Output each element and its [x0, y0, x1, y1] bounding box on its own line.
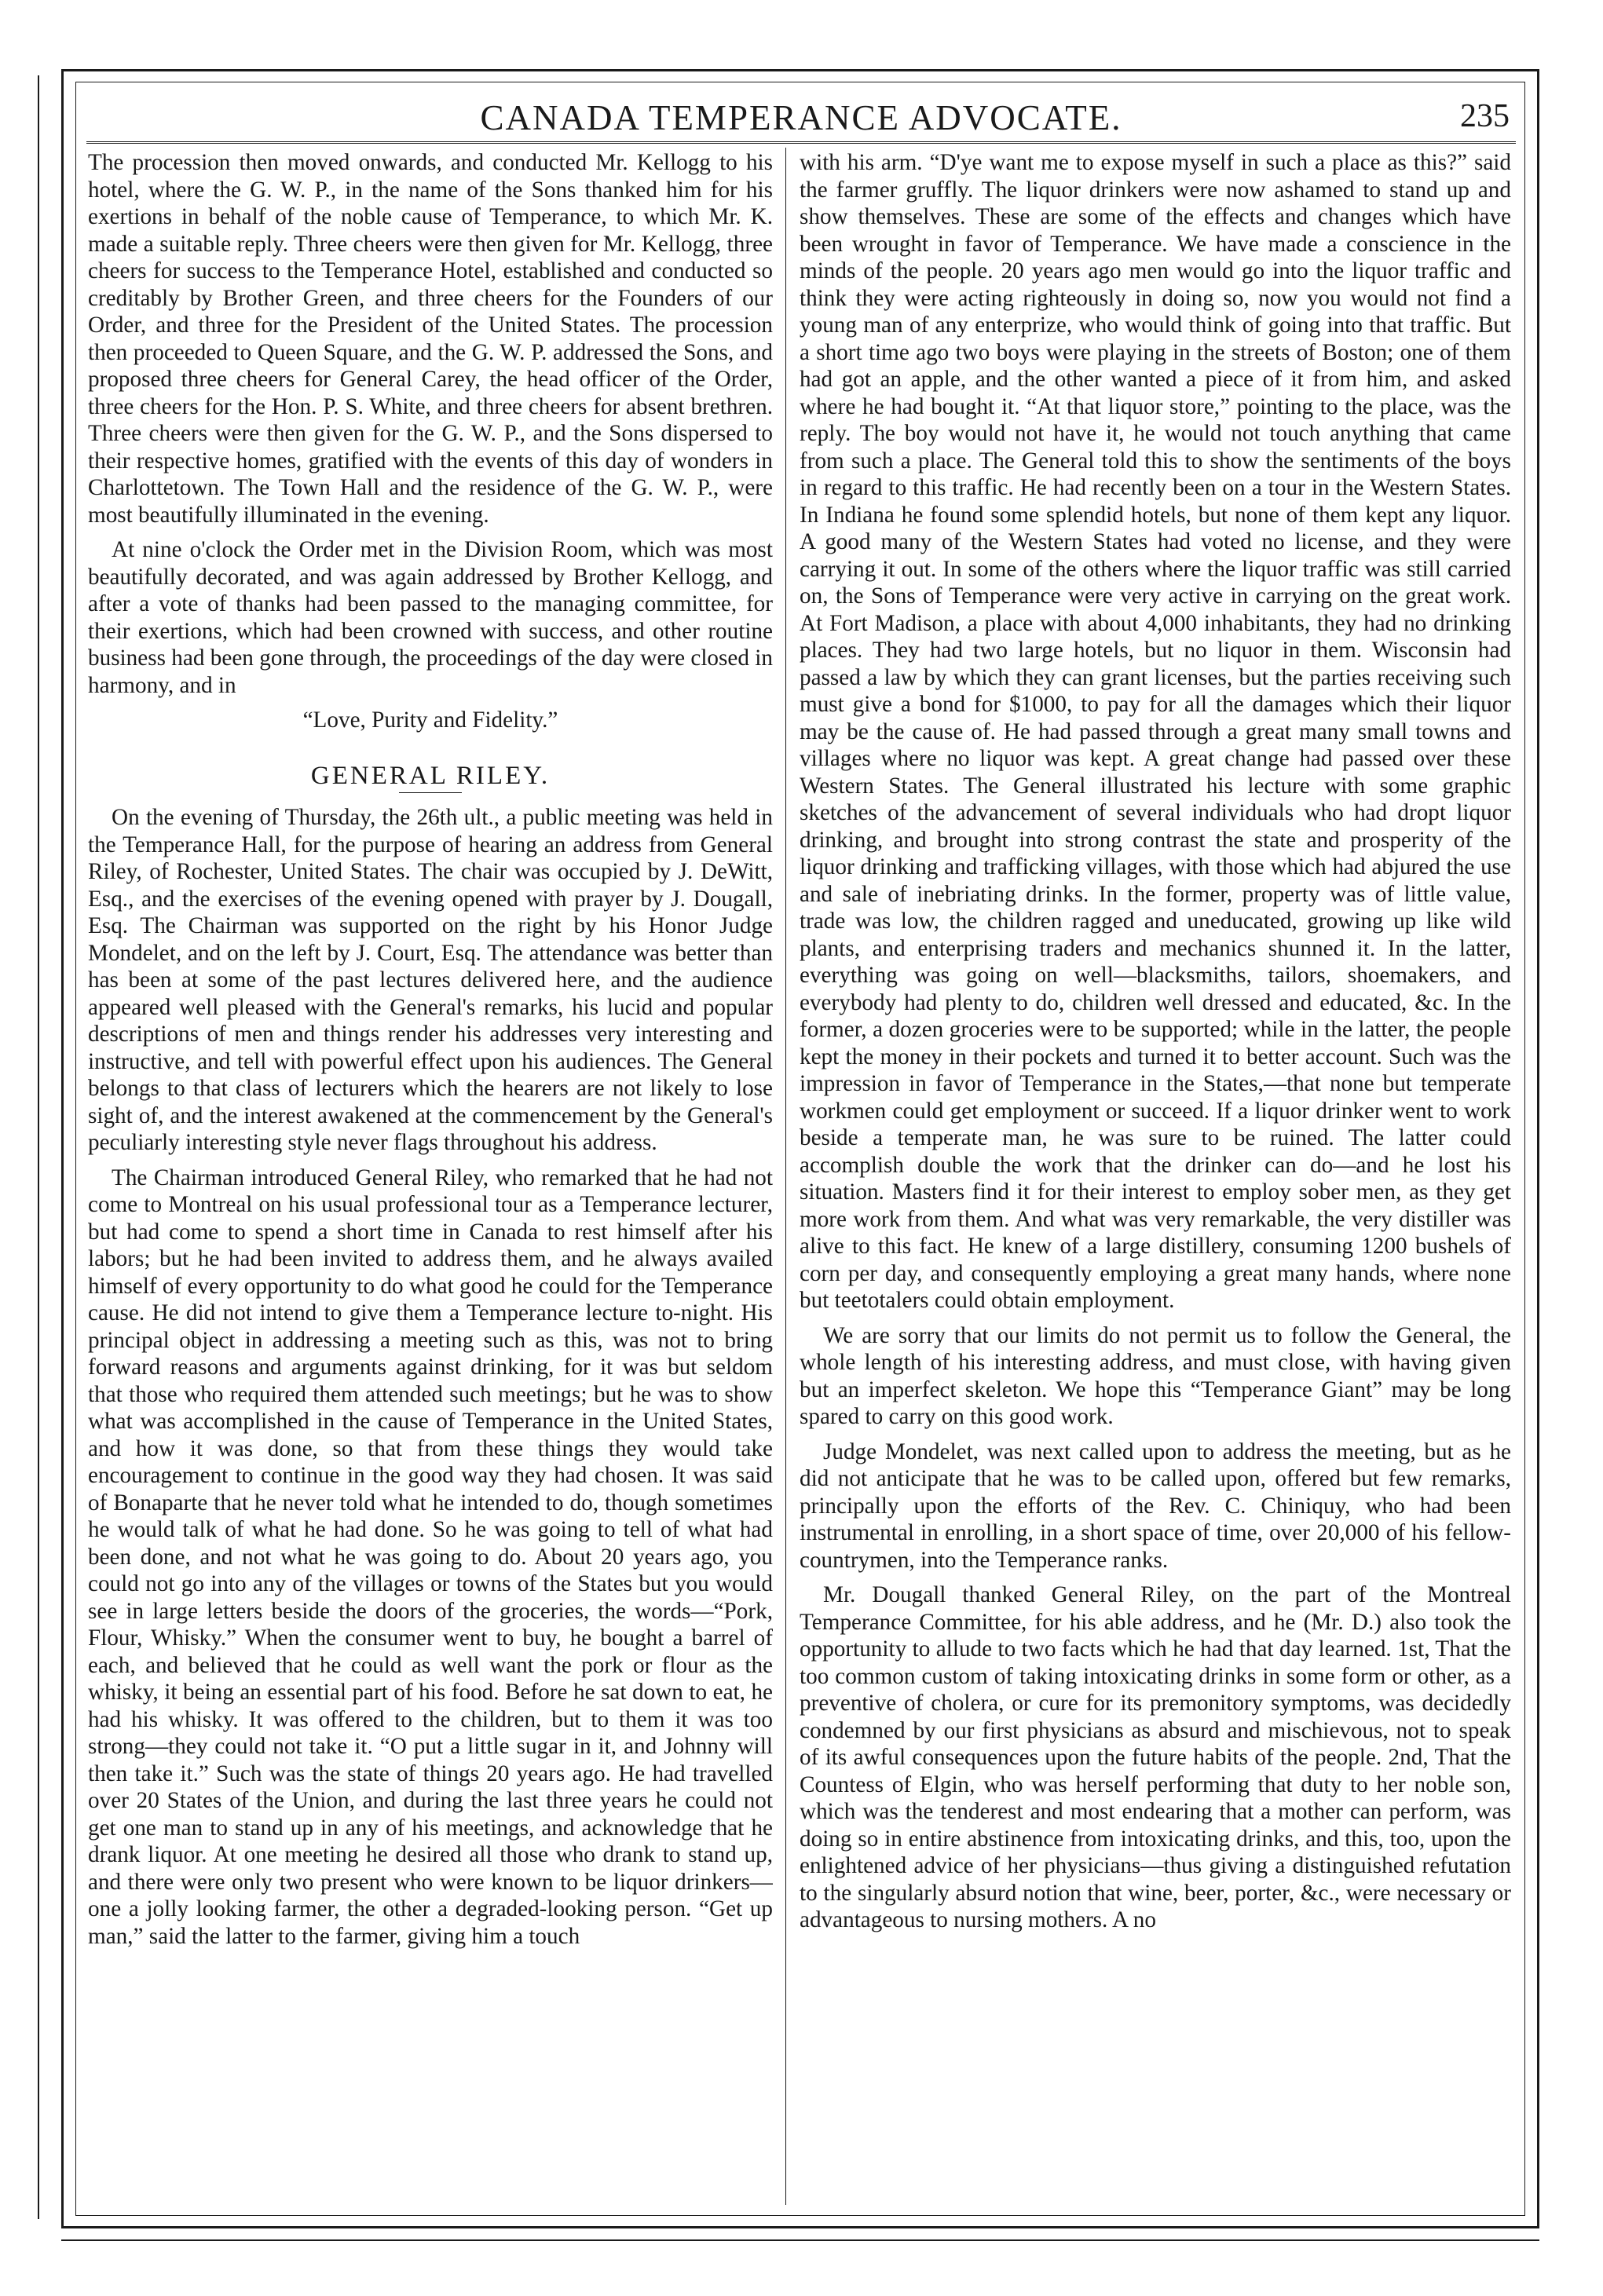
article-paragraph: The Chairman introduced General Riley, who remarked that he had not come to Montreal on his usual professional tour as a Temperance lecturer, but had come to spend a short time in Canada to rest himself after his labors; but he had been invited to address them, and he always availed himself of every opportunity to do what good he could for the Temperance cause. He did not intend to give them a Temperance lecture to-night. His principal object in addressing a meeting such as this, was not to bring forward reasons and arguments against drinking, for it was but seldom that those who required them attended such meetings; but he was to show what was accomplished in the cause of Temperance in the United States, and how it was done, so that from these things they would take encouragement to continue in the good way they had chosen. It was said of Bonaparte that he never told what he intended to do, though sometimes he would talk of what he had done. So he was going to tell of what had been done, and not what he was going to do. About 20 years ago, you could not go into any of the villages or towns of the States but you would see in large letters beside the doors of the groceries, the words—“Pork, Flour, Whisky.” When the consumer went to buy, he bought a barrel of each, and believed that he could as well want the pork or flour as the whisky, it being an essential part of his food. Before he sat down to eat, he had his whisky. It was offered to the children, but to them it was too strong—they could not take it. “O put a little sugar in it, and Johnny will then take it.” Such was the state of things 20 years ago. He had travelled over 20 States of the Union, and during the last three years he could not get one man to stand up in any of his meetings, and acknowledge that he drank liquor. At one meeting he desired all those who drank to stand up, and there were only two present who were known to be liquor drinkers—one a jolly looking farmer, the other a degraded-looking person. “Get up man,” said the latter to the farmer, giving him a touch — [88, 1164, 773, 1949]
running-title: CANADA TEMPERANCE ADVOCATE. — [480, 98, 1122, 137]
article-paragraph: The procession then moved onwards, and conducted Mr. Kellogg to his hotel, where the G. W. P., in the name of the Sons thanked him for his exertions in behalf of the noble cause of Temperance, to which Mr. K. made a suitable reply. Three cheers were then given for Mr. Kellogg, three cheers for success to the Temperance Hotel, established and conducted so creditably by Brother Green, and three cheers for the Founders of our Order, and three for the President of the United States. The procession then proceeded to Queen Square, and the G. W. P. addressed the Sons, and proposed three cheers for General Carey, the head officer of the Order, three cheers for the Hon. P. S. White, and three cheers for absent brethren. Three cheers were then given for the G. W. P., and the Sons dispersed to their respective homes, gratified with the events of this day of wonders in Charlottetown. The Town Hall and the residence of the G. W. P., were most beautifully illuminated in the evening. — [88, 150, 773, 528]
page-number: 235 — [1460, 98, 1510, 134]
article-paragraph: On the evening of Thursday, the 26th ult., a public meeting was held in the Temperance Hall, for the purpose of hearing an address from General Riley, of Rochester, United States. The chair was occupied by J. DeWitt, Esq., and the exercises of the evening opened with prayer by J. Dougall, Esq. The Chairman was supported on the right by his Honor Judge Mondelet, and on the left by J. Court, Esq. The attendance was better than has been at some of the past lectures delivered here, and the audience appeared well pleased with the General's remarks, his lucid and popular descriptions of men and things render his addresses very interesting and instructive, and tell with powerful effect upon his audiences. The General belongs to that class of lecturers which the hearers are not likely to lose sight of, and the interest awakened at the commencement by the General's peculiarly interesting style never flags throughout his address. — [88, 805, 773, 1155]
article-paragraph: Mr. Dougall thanked General Riley, on the part of the Montreal Temperance Committee, for his able address, and he (Mr. D.) also took the opportunity to allude to two facts which he had that day learned. 1st, That the too common custom of taking intoxicating drinks in some form or other, as a preventive of cholera, or cure for its premonitory symptoms, was decidedly condemned by our first physicians as absurd and mischievous, not to speak of its awful consequences upon the future habits of the people. 2nd, That the Countess of Elgin, who was herself performing that duty to her noble son, which was the tenderest and most endearing that a mother can perform, was doing so in entire abstinence from intoxicating drinks, and this, too, upon the enlightened advice of her physicians—thus giving a distinguished refutation to the singularly absurd notion that wine, beer, porter, &c., were necessary or advantageous to nursing mothers. A no — [800, 1582, 1511, 1932]
column-divider — [785, 148, 786, 2205]
article-paragraph: At nine o'clock the Order met in the Division Room, which was most beautifully decorated, and was again addressed by Brother Kellogg, and after a vote of thanks had been passed to the managing committee, for their exertions, which had been crowned with success, and other routine business had been gone through, the proceedings of the day were closed in harmony, and in — [88, 537, 773, 698]
article-paragraph: Judge Mondelet, was next called upon to address the meeting, but as he did not anticipate that he was to be called upon, offered but few remarks, principally upon the efforts of the Rev. C. Chiniquy, who had been instrumental in enrolling, in a short space of time, over 20,000 of his fellow-countrymen, into the Temperance ranks. — [800, 1439, 1511, 1573]
bottom-rule — [61, 2239, 1539, 2241]
order-motto: “Love, Purity and Fidelity.” — [302, 707, 558, 733]
page-header — [86, 91, 1516, 141]
section-heading: GENERAL RILEY. — [310, 761, 551, 790]
header-rule — [86, 141, 1516, 144]
article-paragraph: with his arm. “D'ye want me to expose myself in such a place as this?” said the farmer gruffly. The liquor drinkers were now ashamed to stand up and show themselves. These are some of the effects and changes which have been wrought in favor of Temperance. We have made a conscience in the minds of the people. 20 years ago men would go into the liquor traffic and think they were acting righteously in doing so, now you would not find a young man of any enterprize, who would think of going into that traffic. But a short time ago two boys were playing in the streets of Boston; one of them had got an apple, and the other wanted a piece of it from him, and asked where he had bought it. “At that liquor store,” pointing to the place, was the reply. The boy would not have it, he would not touch anything that came from such a place. The General told this to show the sentiments of the boys in regard to this traffic. He had recently been on a tour in the Western States. In Indiana he found some splendid hotels, but none of them kept any liquor. A good many of the Western States had voted no license, and they were carrying it out. In some of the others where the liquor traffic was still carried on, the Sons of Temperance were very active in carrying on the great work. At Fort Madison, a place with about 4,000 inhabitants, they had no drinking places. They had two large hotels, but no liquor in them. Wisconsin had passed a law by which they can grant licenses, but the parties receiving such must give a bond for $1000, to pay for all the damages which their liquor may be the cause of. He had passed through a great many small towns and villages where no liquor was kept. A great change had passed over these Western States. The General illustrated his lecture with some graphic sketches of the advancement of several individuals who had dropt liquor drinking, and brought into strong contrast the state and prosperity of the liquor drinking and trafficking villages, with those which had abjured the use and sale of inebriating drinks. In the former, property was of little value, trade was low, the children ragged and uneducated, growing up like wild plants, and enterprising traders and mechanics shunned it. In the latter, everything was going on well—blacksmiths, tailors, shoemakers, and everybody had plenty to do, children well dressed and educated, &c. In the former, a dozen groceries were to be supported; while in the latter, the people kept the money in their pockets and turned it to better account. Such was the impression in favor of Temperance in the States,—that none but temperate workmen could get employment or succeed. If a liquor drinker went to work beside a temperate man, he was sure to be ruined. The latter could accomplish double the work that the drinker can do—and he lost his situation. Masters find it for their interest to employ sober men, as they get more work from them. And what was very remarkable, the very distiller was alive to this fact. He knew of a large distillery, consuming 1200 bushels of corn per day, and consequently employing a great many hands, where none but teetotalers could obtain employment. — [800, 150, 1511, 1313]
margin-rule — [38, 75, 39, 2219]
heading-rule — [399, 792, 462, 793]
left-column — [88, 149, 773, 2206]
right-column — [800, 149, 1511, 2206]
article-paragraph: We are sorry that our limits do not permit us to follow the General, the whole length of his interesting address, and must close, with having given but an imperfect skeleton. We hope this “Temperance Giant” may be long spared to carry on this good work. — [800, 1322, 1511, 1429]
